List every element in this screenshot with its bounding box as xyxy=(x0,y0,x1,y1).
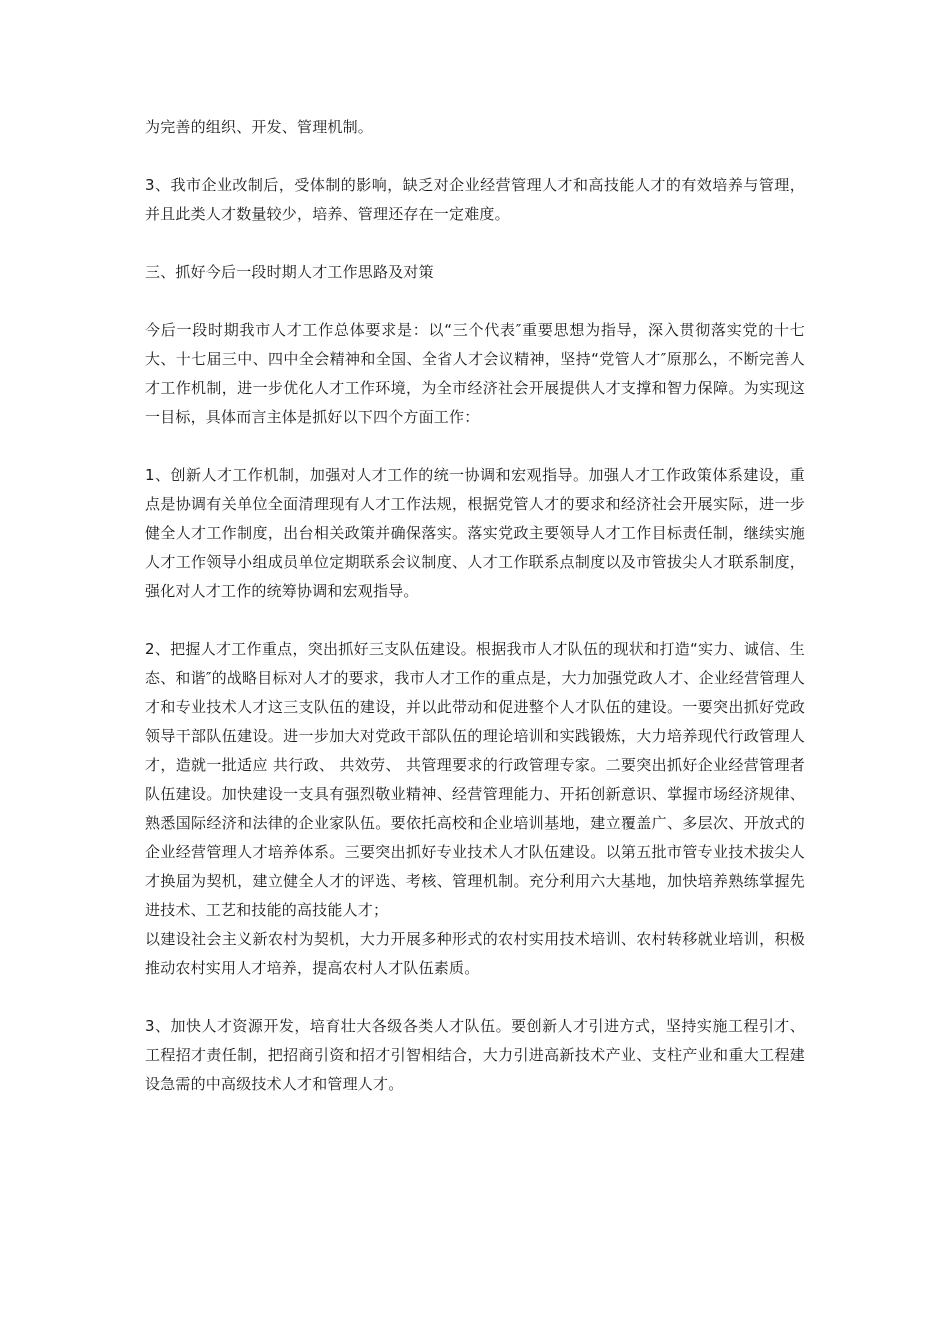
paragraph-item-3-development: 3、加快人才资源开发，培育壮大各级各类人才队伍。要创新人才引进方式，坚持实施工程引才、工程招才责任制，把招商引资和招才引智相结合，大力引进高新技术产业、支柱产业和重大工程建设急需的中高级技术人才和管理人才。 xyxy=(145,1017,805,1093)
paragraph-item-2-key-points: 2、把握人才工作重点，突出抓好三支队伍建设。根据我市人才队伍的现状和打造“实力、诚信、生态、和谐″的战略目标对人才的要求，我市人才工作的重点是，大力加强党政人才、企业经营管理人才和专业技术人才这三支队伍的建设，并以此带动和促进整个人才队伍的建设。一要突出抓好党政领导干部队伍建设。进一步加大对党政干部队伍的理论培训和实践锻炼，大力培养现代行政管理人才，造就一批适应 共行政、 共效劳、 共管理要求的行政管理专家。二要突出抓好企业经营管理者队伍建设。加快建设一支具有强烈敬业精神、经营管理能力、开拓创新意识、掌握市场经济规律、熟悉国际经济和法律的企业家队伍。要依托高校和企业培训基地，建立覆盖广、多层次、开放式的企业经营管理人才培养体系。三要突出抓好专业技术人才队伍建设。以第五批市管专业技术拔尖人才换届为契机，建立健全人才的评选、考核、管理机制。充分利用六大基地，加快培养熟练掌握先进技术、工艺和技能的高技能人才； xyxy=(145,640,805,919)
paragraph-item-1-mechanism: 1、创新人才工作机制，加强对人才工作的统一协调和宏观指导。加强人才工作政策体系建设，重点是协调有关单位全面清理现有人才工作法规，根据党管人才的要求和经济社会开展实际，进一步健全人才工作制度，出台相关政策并确保落实。落实党政主要领导人才工作目标责任制，继续实施人才工作领导小组成员单位定期联系会议制度、人才工作联系点制度以及市管拔尖人才联系制度，强化对人才工作的统筹协调和宏观指导。 xyxy=(145,466,805,600)
section-heading-three: 三、抓好今后一段时期人才工作思路及对策 xyxy=(145,263,434,281)
paragraph-point-3-enterprise: 3、我市企业改制后，受体制的影响，缺乏对企业经营管理人才和高技能人才的有效培养与管理，并且此类人才数量较少，培养、管理还存在一定难度。 xyxy=(145,176,805,223)
document-body xyxy=(145,113,805,1128)
paragraph-item-2-rural: 以建设社会主义新农村为契机，大力开展多种形式的农村实用技术培训、农村转移就业培训，积极推动农村实用人才培养，提高农村人才队伍素质。 xyxy=(145,930,805,977)
paragraph-overall-requirements: 今后一段时期我市人才工作总体要求是：以“三个代表″重要思想为指导，深入贯彻落实党的十七大、十七届三中、四中全会精神和全国、全省人才会议精神，坚持“党管人才″原那么，不断完善人才工作机制，进一步优化人才工作环境，为全市经济社会开展提供人才支撑和智力保障。为实现这一目标，具体而言主体是抓好以下四个方面工作： xyxy=(145,321,805,426)
paragraph-intro-end: 为完善的组织、开发、管理机制。 xyxy=(145,118,374,136)
